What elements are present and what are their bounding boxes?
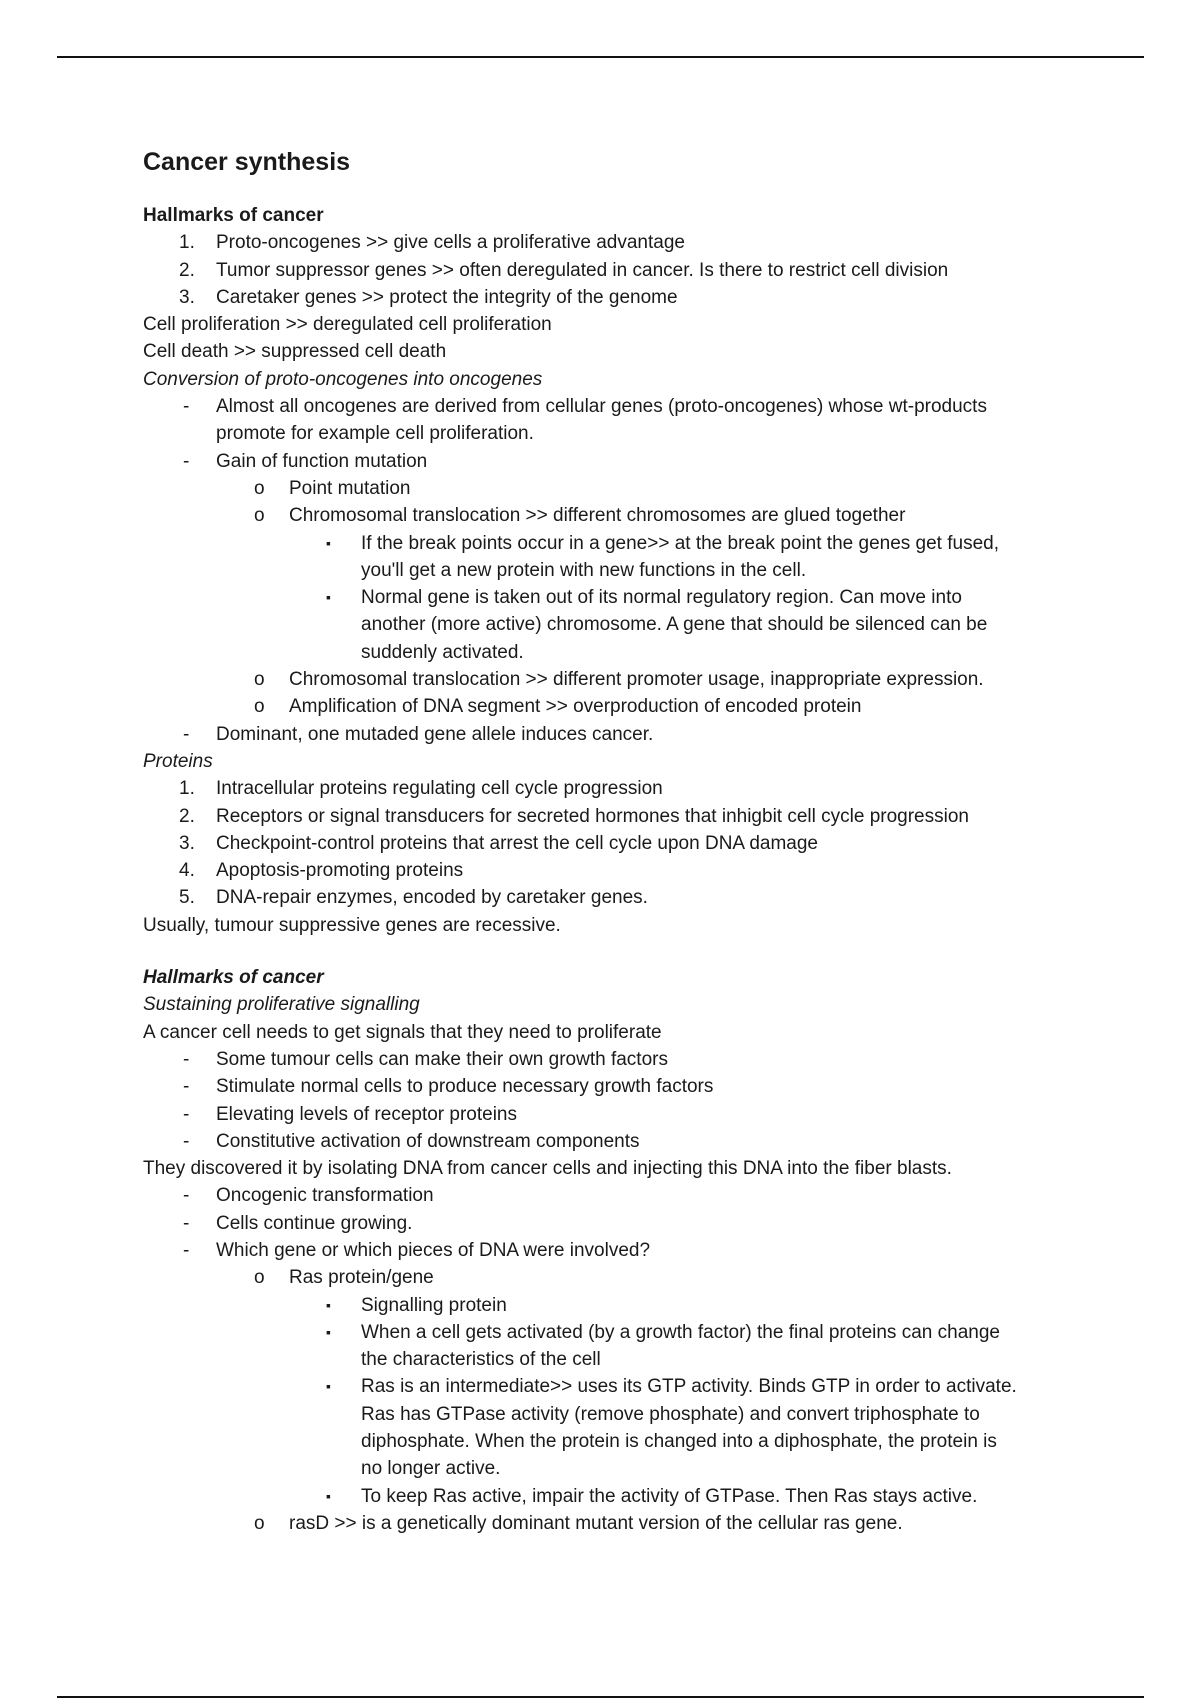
list-number: 1. xyxy=(179,778,195,800)
list-item xyxy=(143,1046,1063,1073)
section-heading: Hallmarks of cancer xyxy=(143,205,324,226)
paragraph: A cancer cell needs to get signals that they need to proliferate xyxy=(143,1021,662,1043)
square-bullet: ▪ xyxy=(326,1487,331,1504)
list-item xyxy=(143,857,1063,884)
list-item-text: Signalling protein xyxy=(361,1294,507,1316)
spacer xyxy=(143,939,1063,964)
list-item xyxy=(143,803,1063,830)
subheading: Sustaining proliferative signalling xyxy=(143,994,420,1016)
header-rule xyxy=(57,56,1144,58)
dash-bullet: - xyxy=(183,1130,190,1152)
list-item-text: Apoptosis-promoting proteins xyxy=(216,860,464,882)
list-item xyxy=(143,884,1063,911)
paragraph: Usually, tumour suppressive genes are recessive. xyxy=(143,914,561,936)
list-item-continuation: the characteristics of the cell xyxy=(361,1349,601,1371)
dash-bullet: - xyxy=(183,450,190,472)
list-item-text: Constitutive activation of downstream components xyxy=(216,1130,640,1152)
list-item xyxy=(143,1292,1063,1319)
list-item xyxy=(143,229,1063,256)
list-item-text: Cells continue growing. xyxy=(216,1212,413,1234)
list-item-text: Almost all oncogenes are derived from cellular genes (proto-oncogenes) whose wt-products xyxy=(216,396,987,418)
list-item xyxy=(143,721,1063,748)
list-item xyxy=(143,1237,1063,1264)
list-item-continuation: no longer active. xyxy=(361,1458,501,1480)
list-item xyxy=(143,1319,1063,1346)
list-item xyxy=(143,1510,1063,1537)
dash-bullet: - xyxy=(183,723,190,745)
list-item xyxy=(143,393,1063,420)
list-item xyxy=(143,830,1063,857)
list-item-text: When a cell gets activated (by a growth factor) the final proteins can change xyxy=(361,1321,1000,1343)
paragraph: They discovered it by isolating DNA from cancer cells and injecting this DNA into the fiber blasts. xyxy=(143,1158,952,1180)
list-number: 2. xyxy=(179,805,195,827)
page-title: Cancer synthesis xyxy=(143,148,351,176)
list-item xyxy=(143,584,1063,611)
list-number: 4. xyxy=(179,860,195,882)
subheading: Proteins xyxy=(143,750,213,772)
list-item xyxy=(143,775,1063,802)
circle-bullet: o xyxy=(254,1267,265,1289)
list-item-continuation: diphosphate. When the protein is changed into a diphosphate, the protein is xyxy=(361,1431,997,1453)
list-item-text: Some tumour cells can make their own growth factors xyxy=(216,1048,668,1070)
list-item-text: Ras is an intermediate>> uses its GTP activity. Binds GTP in order to activate. xyxy=(361,1376,1017,1398)
list-item-text: rasD >> is a genetically dominant mutant version of the cellular ras gene. xyxy=(289,1512,903,1534)
dash-bullet: - xyxy=(183,1048,190,1070)
list-item-text: Chromosomal translocation >> different promoter usage, inappropriate expression. xyxy=(289,669,984,691)
dash-bullet: - xyxy=(183,1239,190,1261)
list-item-text: Gain of function mutation xyxy=(216,450,428,472)
list-item-text: Point mutation xyxy=(289,477,411,499)
list-item-text: Stimulate normal cells to produce necessary growth factors xyxy=(216,1076,714,1098)
square-bullet: ▪ xyxy=(326,1323,331,1340)
dash-bullet: - xyxy=(183,1185,190,1207)
list-item-text: If the break points occur in a gene>> at the break point the genes get fused, xyxy=(361,532,999,554)
list-item xyxy=(143,257,1063,284)
list-item xyxy=(143,1264,1063,1291)
list-item-text: Normal gene is taken out of its normal regulatory region. Can move into xyxy=(361,587,962,609)
list-item-text: Ras protein/gene xyxy=(289,1267,434,1289)
document-page xyxy=(143,140,1063,1537)
square-bullet: ▪ xyxy=(326,589,331,606)
square-bullet: ▪ xyxy=(326,1378,331,1395)
list-item xyxy=(143,475,1063,502)
square-bullet: ▪ xyxy=(326,534,331,551)
dash-bullet: - xyxy=(183,1076,190,1098)
list-item xyxy=(143,1073,1063,1100)
list-item-text: Caretaker genes >> protect the integrity of the genome xyxy=(216,286,678,308)
list-item xyxy=(143,502,1063,529)
list-item xyxy=(143,1128,1063,1155)
list-item-text: Tumor suppressor genes >> often deregulated in cancer. Is there to restrict cell division xyxy=(216,259,949,281)
footer-rule xyxy=(57,1696,1144,1698)
list-item-text: Intracellular proteins regulating cell cycle progression xyxy=(216,778,663,800)
list-item-text: Checkpoint-control proteins that arrest the cell cycle upon DNA damage xyxy=(216,832,818,854)
list-item-text: Dominant, one mutaded gene allele induces cancer. xyxy=(216,723,654,745)
list-number: 3. xyxy=(179,832,195,854)
circle-bullet: o xyxy=(254,1512,265,1534)
list-item-continuation: promote for example cell proliferation. xyxy=(216,423,534,445)
subheading: Conversion of proto-oncogenes into oncogenes xyxy=(143,368,543,390)
dash-bullet: - xyxy=(183,1212,190,1234)
list-item-continuation: you'll get a new protein with new functions in the cell. xyxy=(361,559,807,581)
section-heading: Hallmarks of cancer xyxy=(143,967,324,989)
dash-bullet: - xyxy=(183,396,190,418)
circle-bullet: o xyxy=(254,477,265,499)
list-item-text: Proto-oncogenes >> give cells a proliferative advantage xyxy=(216,232,685,254)
paragraph: Cell death >> suppressed cell death xyxy=(143,341,447,363)
list-item-continuation: suddenly activated. xyxy=(361,641,524,663)
list-number: 5. xyxy=(179,887,195,909)
list-number: 3. xyxy=(179,286,195,308)
list-item-text: Oncogenic transformation xyxy=(216,1185,434,1207)
square-bullet: ▪ xyxy=(326,1296,331,1313)
list-item xyxy=(143,1101,1063,1128)
list-item-text: Chromosomal translocation >> different chromosomes are glued together xyxy=(289,505,906,527)
list-item-text: Receptors or signal transducers for secreted hormones that inhigbit cell cycle progression xyxy=(216,805,969,827)
list-item xyxy=(143,1373,1063,1400)
list-item xyxy=(143,693,1063,720)
circle-bullet: o xyxy=(254,696,265,718)
circle-bullet: o xyxy=(254,669,265,691)
list-item xyxy=(143,448,1063,475)
list-item xyxy=(143,666,1063,693)
list-item xyxy=(143,530,1063,557)
list-number: 1. xyxy=(179,232,195,254)
list-number: 2. xyxy=(179,259,195,281)
list-item-text: DNA-repair enzymes, encoded by caretaker genes. xyxy=(216,887,648,909)
list-item-continuation: another (more active) chromosome. A gene that should be silenced can be xyxy=(361,614,988,636)
circle-bullet: o xyxy=(254,505,265,527)
list-item xyxy=(143,1210,1063,1237)
list-item xyxy=(143,1483,1063,1510)
list-item-continuation: Ras has GTPase activity (remove phosphate) and convert triphosphate to xyxy=(361,1403,980,1425)
paragraph: Cell proliferation >> deregulated cell proliferation xyxy=(143,314,552,336)
dash-bullet: - xyxy=(183,1103,190,1125)
list-item-text: To keep Ras active, impair the activity of GTPase. Then Ras stays active. xyxy=(361,1485,978,1507)
list-item xyxy=(143,1182,1063,1209)
list-item-text: Amplification of DNA segment >> overproduction of encoded protein xyxy=(289,696,862,718)
list-item-text: Elevating levels of receptor proteins xyxy=(216,1103,517,1125)
list-item xyxy=(143,284,1063,311)
list-item-text: Which gene or which pieces of DNA were involved? xyxy=(216,1239,651,1261)
